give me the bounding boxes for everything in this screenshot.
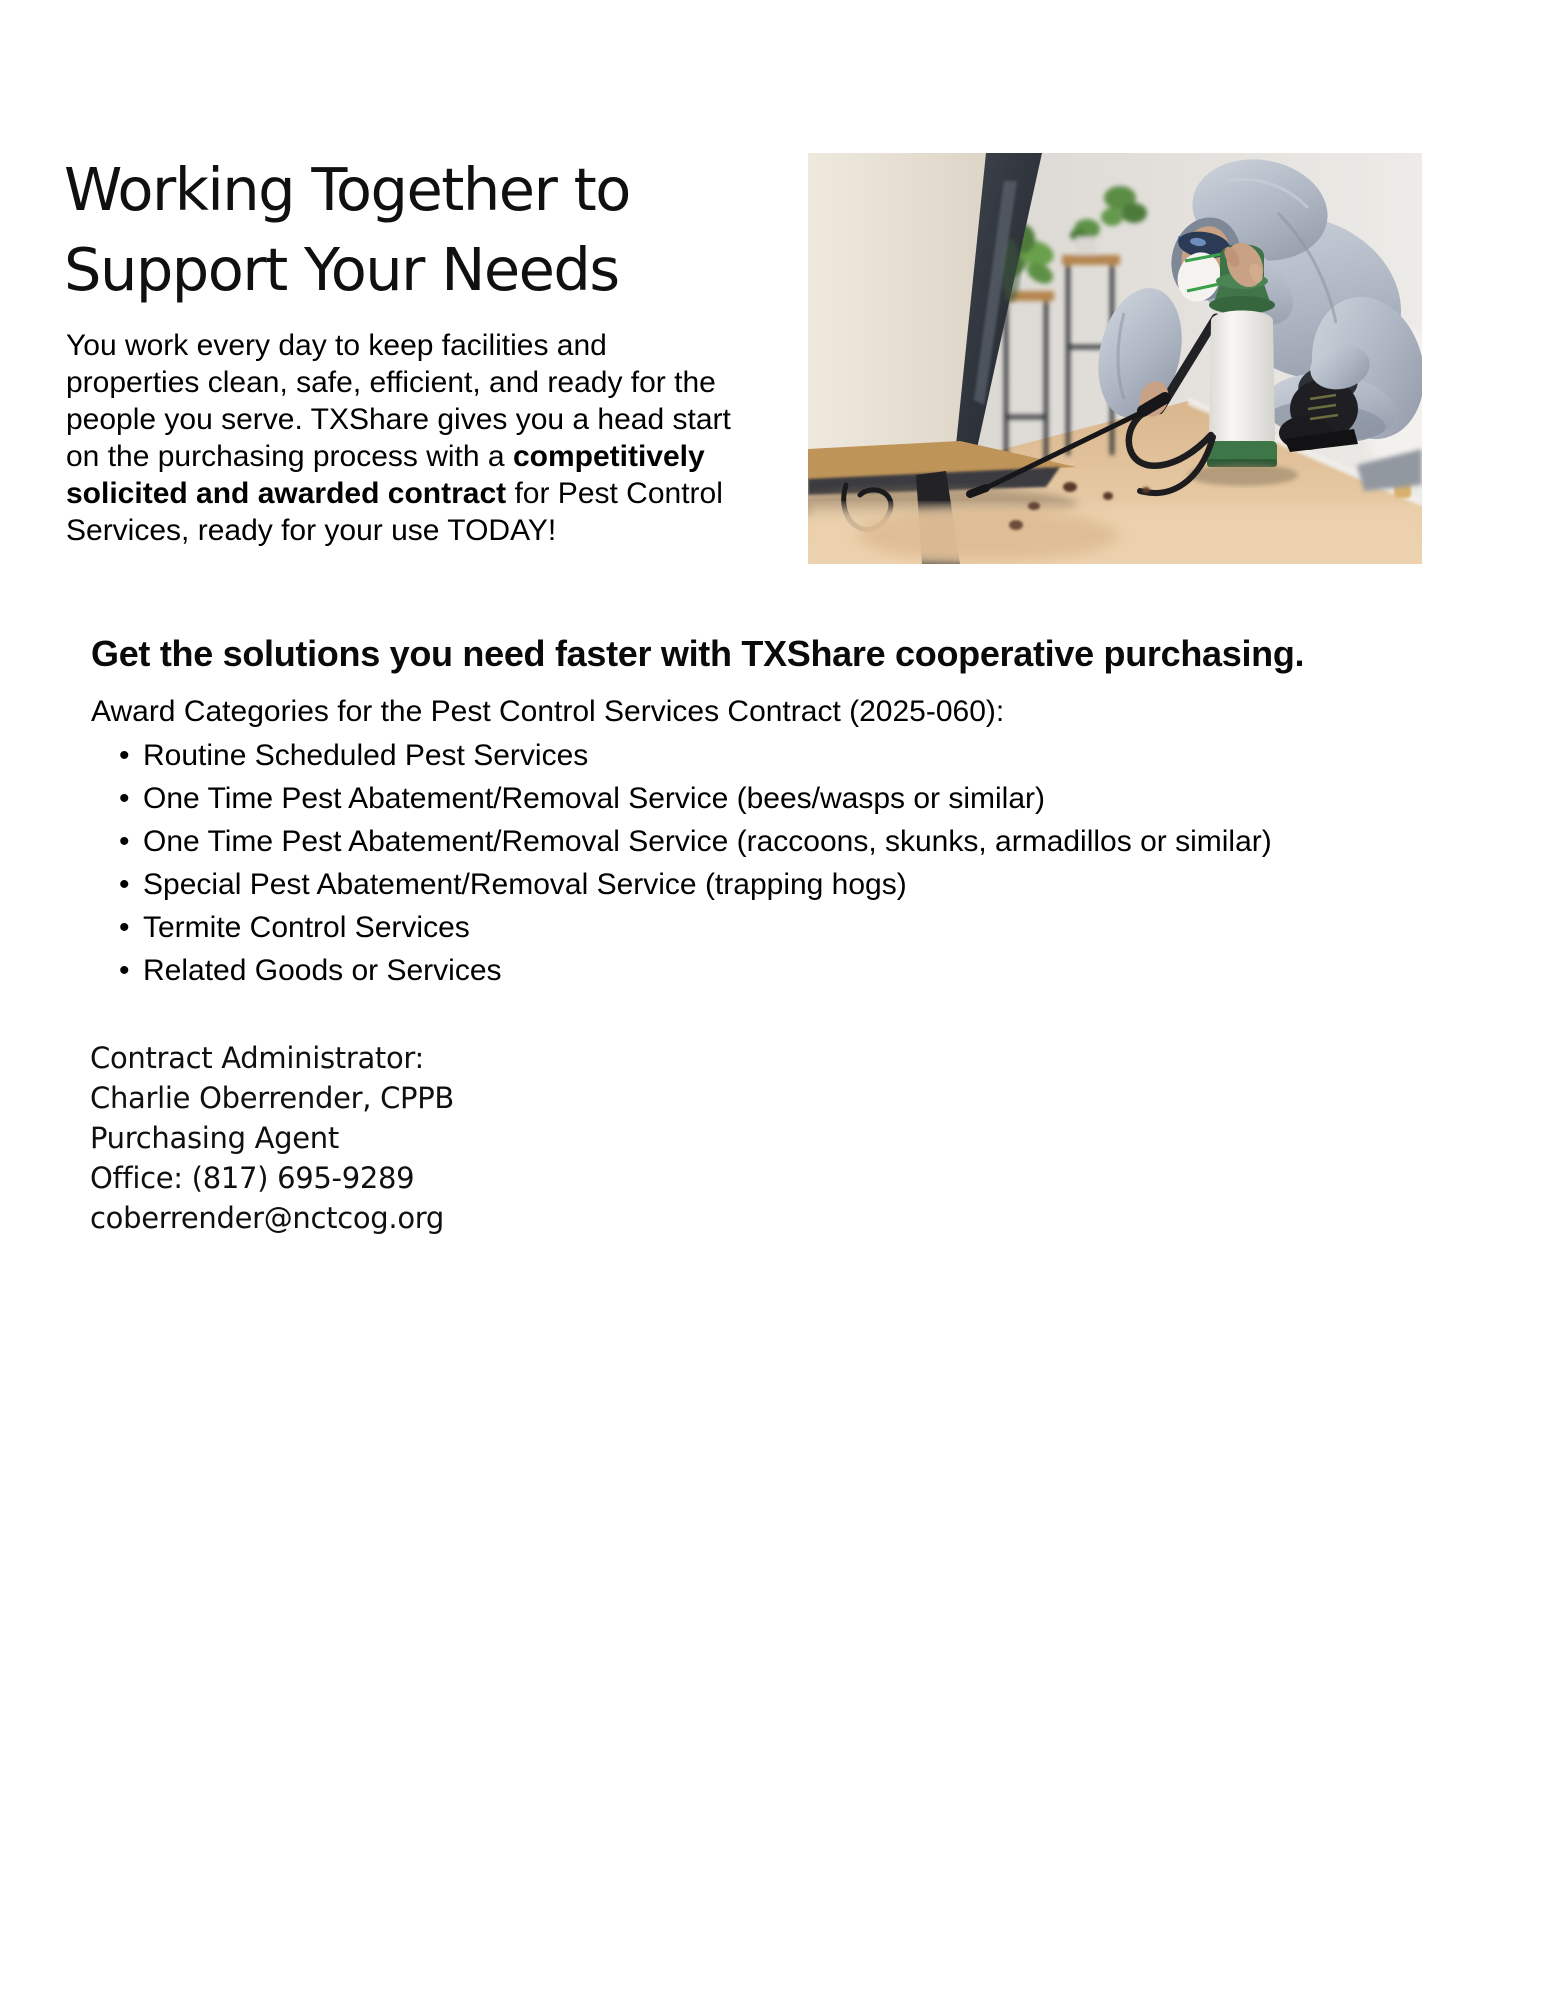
list-item: • One Time Pest Abatement/Removal Service (raccoons, skunks, armadillos or similar) <box>91 820 1272 863</box>
contact-title: Purchasing Agent <box>90 1121 339 1155</box>
list-item: • Special Pest Abatement/Removal Service (trapping hogs) <box>91 863 1272 906</box>
tv-back-panel <box>808 153 986 455</box>
intro-text-end: for Pest Control Services, ready for your use TODAY! <box>66 477 723 547</box>
contact-email: coberrender@nctcog.org <box>90 1201 445 1235</box>
intro-text-start: You work every day to keep facilities and properties clean, safe, efficient, and ready for the people you serve. TXShare gives you a head start on the purchasing process with a <box>66 329 731 473</box>
contact-label: Contract Administrator: <box>90 1041 425 1075</box>
page-title-line-1: Working Together to <box>64 155 630 224</box>
contact-name: Charlie Oberrender, CPPB <box>90 1081 455 1115</box>
pest-control-photo <box>808 153 1422 564</box>
list-item: • Termite Control Services <box>91 906 1272 949</box>
section-heading: Get the solutions you need faster with TXShare cooperative purchasing. <box>91 633 1305 674</box>
award-categories-list <box>91 734 1272 992</box>
wand-nozzle <box>970 488 986 494</box>
contact-block <box>90 1038 454 1238</box>
page-title-line-2: Support Your Needs <box>64 235 619 304</box>
sprayer-tank <box>1209 311 1275 445</box>
contact-office-phone: Office: (817) 695-9289 <box>90 1161 415 1195</box>
intro-text-bold: competitively solicited and awarded contract <box>66 440 705 510</box>
page-title <box>64 150 630 310</box>
list-item: • Routine Scheduled Pest Services <box>91 734 1272 777</box>
pest-control-photo-art <box>808 153 1422 564</box>
list-item: • Related Goods or Services <box>91 949 1272 992</box>
intro-paragraph <box>66 327 742 549</box>
award-categories-intro: Award Categories for the Pest Control Services Contract (2025-060): <box>91 695 1005 728</box>
list-item: • One Time Pest Abatement/Removal Service (bees/wasps or similar) <box>91 777 1272 820</box>
